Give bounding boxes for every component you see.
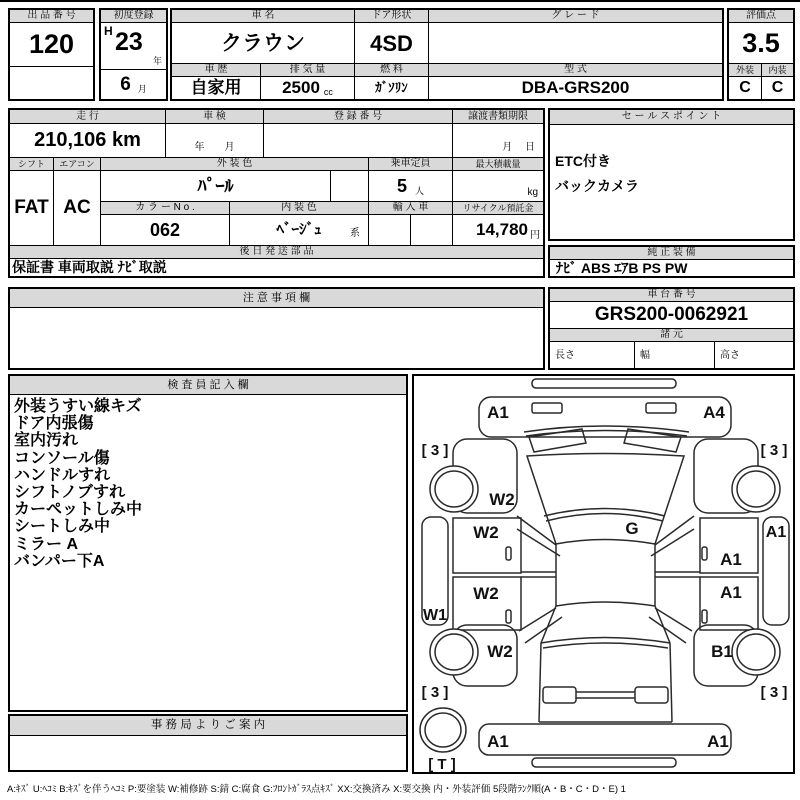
transfer-deadline-value: 月 日 — [452, 124, 543, 158]
month-suffix: 月 — [137, 84, 147, 94]
damage-label-left-rocker: W1 — [423, 607, 447, 624]
shift-label: シフト — [10, 158, 53, 171]
era-mark: H — [104, 24, 113, 38]
auction-number-box — [8, 8, 95, 101]
damage-label-front-door-right: A1 — [720, 550, 742, 569]
first-registration-month-cell — [101, 70, 166, 99]
exterior-grade-label: 外装 — [729, 64, 761, 77]
damage-label-rear-fender-left: W2 — [487, 642, 513, 661]
grade-label: グ レ ー ド — [428, 10, 722, 23]
car-name-value: クラウン — [172, 23, 354, 64]
sales-point-box — [548, 108, 795, 241]
score-label: 評価点 — [729, 10, 793, 23]
inspector-notes-content — [10, 395, 406, 710]
recycle-deposit-value: 14,780 — [476, 220, 528, 239]
first-registration-year: 23 — [115, 28, 143, 56]
door-shape-label: ドア形状 — [354, 10, 428, 23]
spec-label: 諸 元 — [550, 329, 793, 342]
fuel-value: ｶﾞｿﾘﾝ — [354, 77, 428, 99]
later-parts-label: 後 日 発 送 部 品 — [10, 246, 543, 259]
damage-label-rear-fender-right: B1 — [711, 642, 733, 661]
recycle-deposit-label: リサイクル預託金 — [452, 202, 543, 215]
damage-code-legend: A:ｷｽﾞ U:ﾍｺﾐ B:ｷｽﾞを伴うﾍｺﾐ P:要塗装 W:補修跡 S:錆 C:腐食 G:ﾌﾛﾝﾄｶﾞﾗｽ点ｷｽﾞ XX:交換済み X:要交換 内・外装評価 5段階ﾗﾝｸ順(A・B・C・D・E) 1 — [7, 784, 626, 795]
transfer-deadline-label: 譲渡書類期限 — [452, 110, 543, 124]
interior-grade-value: C — [761, 77, 793, 99]
office-info-label: 事 務 局 よ り ご 案 内 — [10, 716, 406, 736]
car-diagram-box — [412, 374, 795, 774]
import-cell-b — [410, 215, 452, 246]
damage-label-rear-door-left: W2 — [473, 584, 499, 603]
auction-number-label: 出 品 番 号 — [10, 10, 93, 23]
tire-depth-front-right: [ 3 ] — [760, 442, 788, 459]
top-border-line — [0, 0, 800, 2]
history-value: 自家用 — [190, 78, 242, 97]
mileage-value: 210,106 km — [10, 124, 165, 158]
registration-number-value — [263, 124, 452, 158]
inspector-note-line: ドア内張傷 — [14, 415, 94, 433]
capacity-label: 乗車定員 — [368, 158, 452, 171]
genuine-equipment-box — [548, 245, 795, 278]
import-label: 輸 入 車 — [368, 202, 452, 215]
car-name-label: 車 名 — [172, 10, 354, 23]
import-cell-a — [368, 215, 410, 246]
spare-tire-label: [ T ] — [428, 756, 456, 772]
notes-label: 注 意 事 項 欄 — [10, 289, 543, 308]
genuine-equipment-value: ﾅﾋﾞ ABS ｴｱB PS PW — [556, 260, 688, 276]
displacement-label: 排 気 量 — [260, 64, 354, 77]
damage-label-rear-bumper-right: A1 — [707, 732, 729, 751]
notes-content — [10, 308, 543, 368]
capacity-unit: 人 — [415, 186, 425, 196]
aircon-value: AC — [53, 171, 100, 246]
year-suffix: 年 — [152, 56, 162, 66]
spec-width-label: 幅 — [634, 342, 714, 368]
tire-depth-rear-right: [ 3 ] — [760, 684, 788, 701]
aircon-label: エアコン — [53, 158, 100, 171]
spec-length-label: 長さ — [555, 350, 575, 361]
score-box — [727, 8, 795, 101]
office-info-box — [8, 714, 408, 772]
exterior-grade-value: C — [739, 79, 751, 96]
inspector-notes-box — [8, 374, 408, 712]
inspector-note-line: バンパー下A — [14, 552, 105, 570]
registration-number-label: 登 録 番 号 — [263, 110, 452, 124]
displacement-unit: cc — [323, 86, 333, 97]
interior-color-value: ﾍﾞｰｼﾞｭ — [276, 221, 322, 238]
auction-number-empty-cell — [10, 67, 93, 99]
history-label: 車 歴 — [172, 64, 260, 77]
max-load-cell — [452, 171, 543, 202]
damage-label-rear-bumper-left: A1 — [487, 732, 509, 751]
inspector-note-line: ミラー A — [14, 535, 79, 553]
recycle-deposit-unit: 円 — [530, 229, 540, 241]
max-load-label: 最大積載量 — [452, 158, 543, 171]
damage-label-front-bumper-right: A4 — [703, 403, 725, 422]
recycle-deposit-cell — [452, 215, 543, 246]
chassis-number-box — [548, 287, 795, 370]
inspector-note-line: 外装うすい線キズ — [14, 398, 142, 415]
model-value: DBA-GRS200 — [428, 77, 722, 99]
color-no-label: カ ラ ー N o . — [100, 202, 229, 215]
capacity-value: 5 — [396, 175, 407, 196]
genuine-equipment-label: 純 正 装 備 — [550, 247, 793, 260]
vehicle-top-table — [170, 8, 724, 101]
inspector-note-line: シフトノブすれ — [14, 484, 126, 502]
inspector-note-line: ハンドルすれ — [14, 466, 111, 484]
interior-grade-label: 内装 — [761, 64, 793, 77]
damage-label-front-bumper-left: A1 — [487, 403, 509, 422]
score-value: 3.5 — [729, 23, 793, 64]
first-registration-month: 6 — [120, 73, 131, 95]
first-registration-box — [99, 8, 168, 101]
damage-label-rear-door-right: A1 — [720, 583, 742, 602]
chassis-number-value: GRS200-0062921 — [550, 302, 793, 329]
damage-label-windshield: G — [625, 519, 639, 538]
car-damage-diagram — [414, 376, 793, 772]
auction-number-value: 120 — [10, 23, 93, 67]
exterior-color-label: 外 装 色 — [100, 158, 368, 171]
exterior-color-extra-cell — [330, 171, 368, 202]
spec-height-label: 高さ — [714, 342, 793, 368]
damage-label-front-fender-left: W2 — [489, 490, 515, 509]
interior-color-suffix: 系 — [350, 228, 360, 239]
inspector-note-line: 室内汚れ — [14, 432, 79, 450]
model-label: 型 式 — [428, 64, 722, 77]
inspection-label: 車 検 — [165, 110, 263, 124]
fuel-label: 燃 料 — [354, 64, 428, 77]
interior-color-cell — [229, 215, 368, 246]
door-shape-value: 4SD — [354, 23, 428, 64]
inspector-note-line: コンソール傷 — [14, 449, 110, 467]
inspector-notes-label: 検 査 員 記 入 欄 — [10, 376, 406, 395]
inspector-note-line: カーペットしみ中 — [14, 501, 143, 519]
exterior-color-value: ﾊﾟｰﾙ — [100, 171, 330, 202]
first-registration-label: 初度登録 — [101, 10, 166, 23]
grade-value — [428, 23, 722, 64]
later-parts-value: 保証書 車両取説 ﾅﾋﾞ取説 — [12, 259, 167, 275]
sales-point-line: ETC付き — [555, 153, 611, 169]
mileage-label: 走 行 — [10, 110, 165, 124]
displacement-cell — [260, 77, 354, 99]
color-no-value: 062 — [100, 215, 229, 246]
tire-depth-rear-left: [ 3 ] — [421, 684, 449, 701]
damage-label-right-rocker: A1 — [765, 524, 787, 541]
chassis-number-label: 車 台 番 号 — [550, 289, 793, 302]
damage-label-front-door-left: W2 — [473, 523, 499, 542]
capacity-cell — [368, 171, 452, 202]
interior-color-label: 内 装 色 — [229, 202, 368, 215]
tire-depth-front-left: [ 3 ] — [421, 442, 449, 459]
inspector-note-line: シートしみ中 — [14, 518, 111, 536]
office-info-content — [10, 736, 406, 770]
sales-point-label: セ ー ル ス ポ イ ン ト — [550, 110, 793, 125]
sales-point-content — [550, 125, 793, 239]
first-registration-year-cell — [101, 23, 166, 70]
notes-box — [8, 287, 545, 370]
vehicle-info-table — [8, 108, 545, 278]
shift-value: FAT — [10, 171, 53, 246]
max-load-unit: kg — [527, 187, 538, 198]
inspection-value: 年 月 — [165, 124, 263, 158]
displacement-value: 2500 — [282, 78, 320, 97]
sales-point-line: バックカメラ — [555, 178, 639, 194]
